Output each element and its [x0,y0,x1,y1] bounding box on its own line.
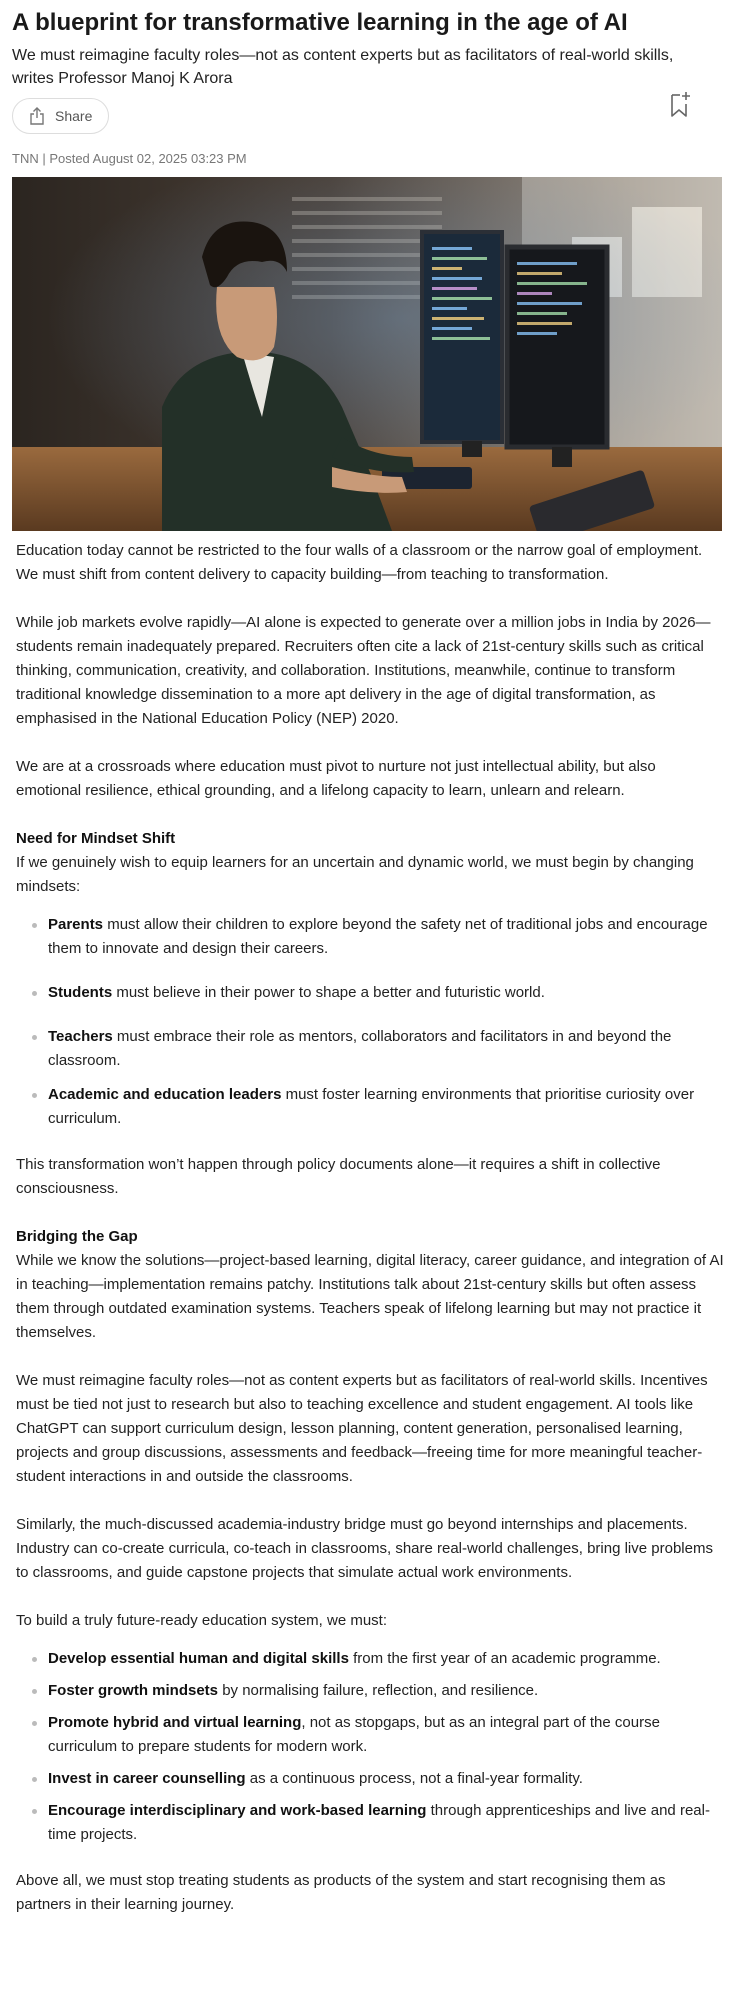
future-ready-list [16,1647,724,1847]
list-item [48,1711,724,1759]
list-item-bold: Foster growth mindsets [48,1682,219,1699]
list-item-bold: Promote hybrid and virtual learning [48,1714,302,1731]
list-item-bold: Teachers [48,1028,113,1045]
share-icon [29,107,45,125]
list-item-text: must foster learning environments that prioritise curiosity over curriculum. [48,1086,695,1127]
list-item-bold: Parents [48,916,104,933]
list-item-bold: Students [48,984,113,1001]
article-subtitle: We must reimagine faculty roles—not as content experts but as facilitators of real-world skills, writes Professor Manoj K Arora [12,47,674,87]
article-toolbar [12,98,728,150]
list-item-bold: Academic and education leaders [48,1086,282,1103]
paragraph: While job markets evolve rapidly—AI alone is expected to generate over a million jobs in India by 2026—students remain inadequately prepared. Recruiters often cite a lack of 21st-century skills such as critical thinking, communication, creativity, and collaboration. Institutions, meanwhile, continue to transform traditional knowledge dissemination to a more apt delivery in the age of digital transformation, as emphasised in the National Education Policy (NEP) 2020. [16,614,711,727]
paragraph: This transformation won’t happen through policy documents alone—it requires a shift in collective consciousness. [16,1156,661,1197]
list-item-bold: Encourage interdisciplinary and work-based learning [48,1802,427,1819]
list-item-text: by normalising failure, reflection, and resilience. [218,1682,539,1699]
share-button[interactable] [12,98,109,134]
paragraph: To build a truly future-ready education system, we must: [16,1612,388,1629]
list-item-text: must allow their children to explore beyond the safety net of traditional jobs and encourage them to innovate and design their careers. [48,916,708,957]
list-item [48,1083,724,1131]
section-heading-gap: Bridging the Gap [16,1228,138,1245]
mindset-list [16,913,724,1131]
list-item [48,1767,724,1791]
paragraph: If we genuinely wish to equip learners for an uncertain and dynamic world, we must begin by changing mindsets: [16,854,694,895]
list-item-text: must believe in their power to shape a better and futuristic world. [112,984,545,1001]
list-item-text: as a continuous process, not a final-year formality. [245,1770,583,1787]
paragraph: Above all, we must stop treating students as products of the system and start recognising them as partners in their learning journey. [16,1872,666,1913]
list-item-bold: Develop essential human and digital skills [48,1650,349,1667]
list-item [48,1679,724,1703]
paragraph: We must reimagine faculty roles—not as content experts but as facilitators of real-world skills. Incentives must be tied not just to research but also to teaching excellence and student engagement. AI tools like ChatGPT can support curriculum design, lesson planning, content generation, personalised learning, projects and group discussions, assessments and feedback—freeing time for more meaningful teacher-student interactions in and outside the classrooms. [16,1372,708,1485]
list-item-text: through apprenticeships and live and real-time projects. [48,1802,710,1843]
list-item-text: must embrace their role as mentors, collaborators and facilitators in and beyond the classroom. [48,1028,672,1069]
list-item-bold: Invest in career counselling [48,1770,246,1787]
hero-image [12,177,722,531]
list-item [48,1799,724,1847]
list-item-text: from the first year of an academic programme. [348,1650,661,1667]
list-item [48,1025,724,1073]
article-body [12,539,728,1917]
list-item [48,981,724,1005]
paragraph: Similarly, the much-discussed academia-industry bridge must go beyond internships and placements. Industry can co-create curricula, co-teach in classrooms, share real-world challenges, bring live problems to classrooms, and guide capstone projects that simulate actual work environments. [16,1516,713,1581]
article-title: A blueprint for transformative learning in the age of AI [12,9,628,36]
list-item [48,913,724,961]
list-item [48,1647,724,1671]
share-label: Share [55,108,93,124]
paragraph: Education today cannot be restricted to the four walls of a classroom or the narrow goal of employment. We must shift from content delivery to capacity building—from teaching to transformation. [16,542,703,583]
list-item-text: , not as stopgaps, but as an integral part of the course curriculum to prepare students for modern work. [48,1714,660,1755]
article-meta: TNN | Posted August 02, 2025 03:23 PM [12,151,247,166]
bookmark-add-icon[interactable] [668,90,696,122]
paragraph: While we know the solutions—project-based learning, digital literacy, career guidance, and integration of AI in teaching—implementation remains patchy. Institutions talk about 21st-century skills but often assess them through outdated examination systems. Teachers speak of lifelong learning but may not practice it themselves. [16,1252,724,1341]
section-heading-mindset: Need for Mindset Shift [16,830,176,847]
paragraph: We are at a crossroads where education must pivot to nurture not just intellectual ability, but also emotional resilience, ethical grounding, and a lifelong capacity to learn, unlearn and relearn. [16,758,656,799]
